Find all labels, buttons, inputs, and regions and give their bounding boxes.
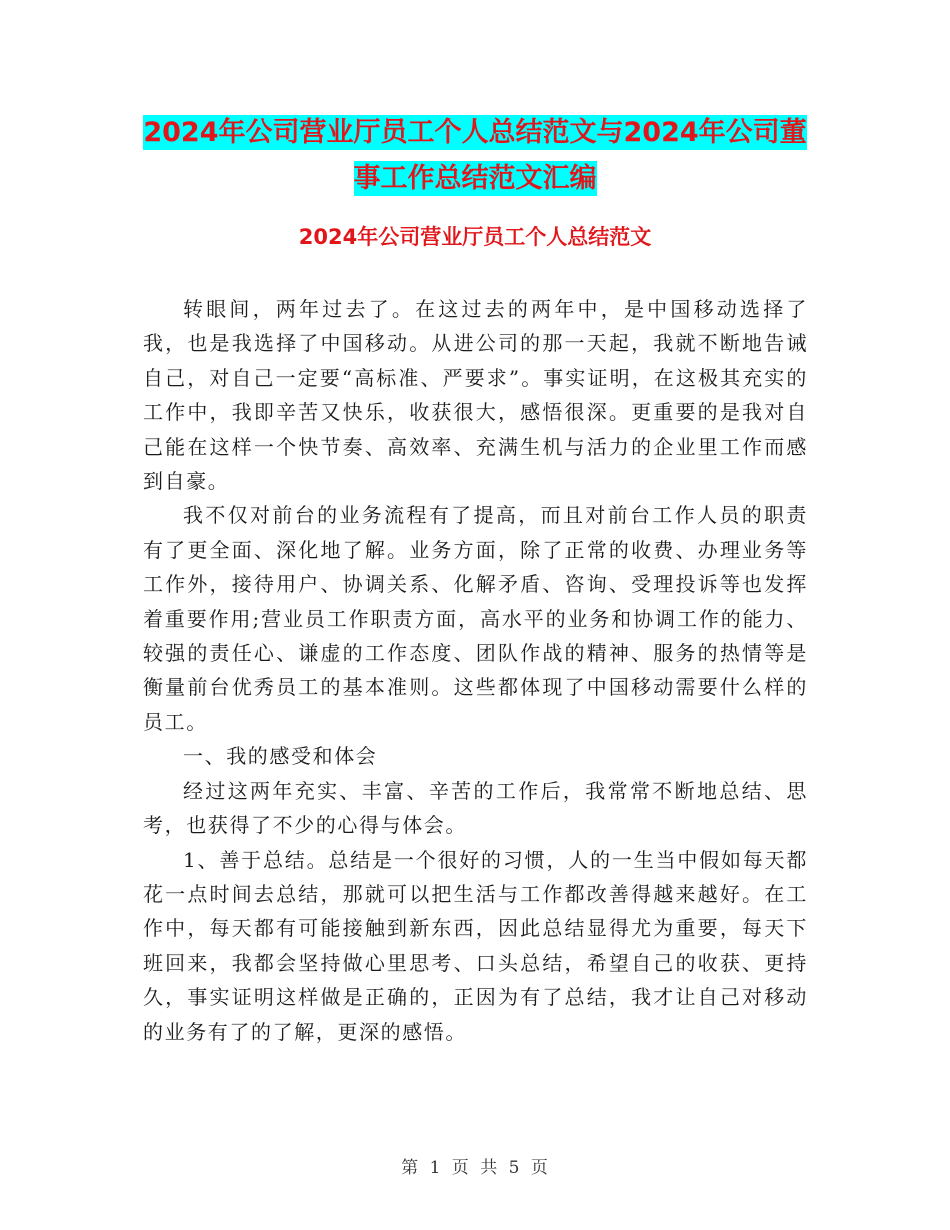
section-title: 2024年公司营业厅员工个人总结范文: [298, 225, 652, 249]
document-title-text: 2024年公司营业厅员工个人总结范文与2024年公司董事工作总结范文汇编: [143, 117, 807, 194]
paragraph: 转眼间，两年过去了。在这过去的两年中，是中国移动选择了我，也是我选择了中国移动。从进公司的那一天起，我就不断地告诫自己，对自己一定要“高标准、严要求”。事实证明，在这极其充实的工作中，我即辛苦又快乐，收获很大，感悟很深。更重要的是我对自己能在这样一个快节奏、高效率、充满生机与活力的企业里工作而感到自豪。: [143, 297, 808, 494]
section-heading: 一、我的感受和体会: [183, 744, 378, 769]
document-title: [140, 110, 810, 202]
paragraph: 我不仅对前台的业务流程有了提高，而且对前台工作人员的职责有了更全面、深化地了解。业务方面，除了正常的收费、办理业务等工作外，接待用户、协调关系、化解矛盾、咨询、受理投诉等也发挥着重要作用;营业员工作职责方面，高水平的业务和协调工作的能力、较强的责任心、谦虚的工作态度、团队作战的精神、服务的热情等是衡量前台优秀员工的基本准则。这些都体现了中国移动需要什么样的员工。: [143, 503, 808, 734]
paragraph: 1、善于总结。总结是一个很好的习惯，人的一生当中假如每天都花一点时间去总结，那就可以把生活与工作都改善得越来越好。在工作中，每天都有可能接触到新东西，因此总结显得尤为重要，每天下班回来，我都会坚持做心里思考、口头总结，希望自己的收获、更持久，事实证明这样做是正确的，正因为有了总结，我才让自己对移动的业务有了的了解，更深的感悟。: [143, 847, 808, 1044]
paragraph: 经过这两年充实、丰富、辛苦的工作后，我常常不断地总结、思考，也获得了不少的心得与体会。: [143, 778, 808, 838]
page-footer: 第 1 页 共 5 页: [401, 1158, 549, 1178]
document-body: [143, 292, 808, 1049]
